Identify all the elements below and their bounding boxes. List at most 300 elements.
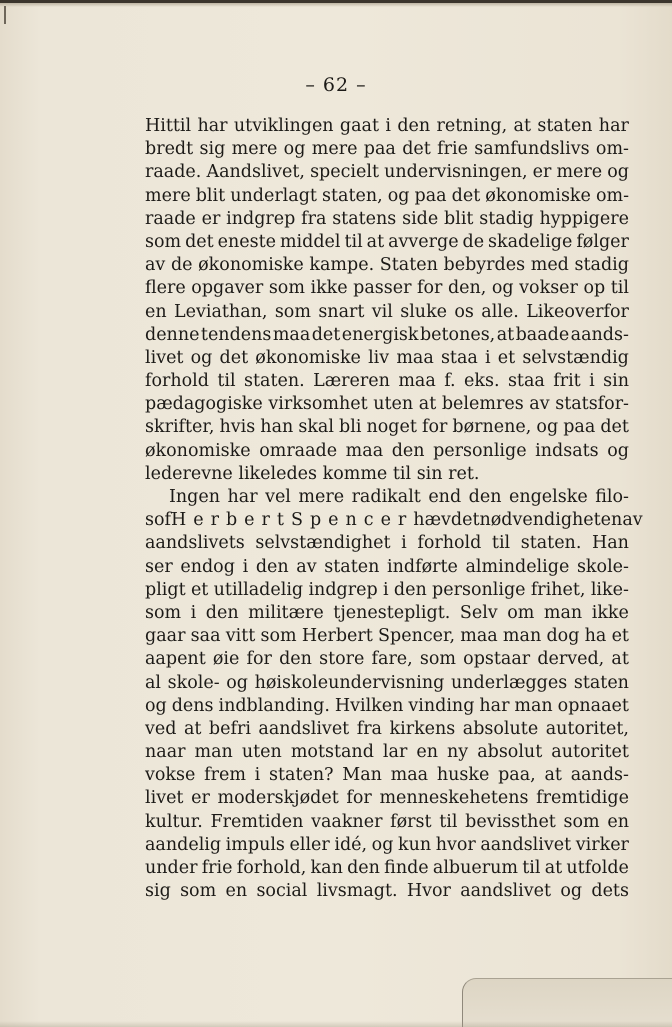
word: idé, <box>334 834 368 855</box>
word: til <box>522 858 541 878</box>
word: bebyrdes <box>443 255 526 276</box>
word: et <box>190 579 209 600</box>
word: som <box>180 881 217 902</box>
word: har <box>598 116 629 136</box>
word: høiskoleundervisning <box>254 672 445 693</box>
word: kan <box>310 858 343 878</box>
text-line <box>145 185 629 208</box>
word: økonomiske <box>198 255 304 276</box>
word: at <box>496 324 515 345</box>
word: utviklingen <box>233 116 334 136</box>
word: dets <box>591 881 629 902</box>
word: en <box>225 881 248 902</box>
word: underlagt <box>230 185 317 206</box>
text-line <box>145 486 629 509</box>
word: av <box>145 255 166 276</box>
word: som <box>419 649 457 670</box>
word: en <box>145 301 167 322</box>
text-line <box>145 324 629 347</box>
word: staten <box>537 116 593 136</box>
word: Herbert <box>171 510 291 531</box>
word: for <box>246 649 272 670</box>
word: staten <box>324 556 380 577</box>
word: om- <box>595 185 629 206</box>
word: sig <box>199 139 226 160</box>
word: for <box>417 278 443 299</box>
word: eks. <box>464 371 500 392</box>
word: forhold <box>145 371 209 392</box>
word: forhold <box>417 533 482 554</box>
text-line <box>145 672 629 695</box>
word: ha <box>584 626 607 647</box>
word: det <box>600 417 629 438</box>
word: social <box>256 881 308 902</box>
text-line <box>145 370 629 393</box>
word: man <box>514 695 553 716</box>
word: alle. <box>481 301 519 322</box>
word: impuls <box>225 834 285 855</box>
word: ser <box>145 556 173 577</box>
text-line <box>145 393 629 416</box>
word: under <box>145 858 198 878</box>
word: maa <box>396 347 434 368</box>
word: som <box>145 231 182 252</box>
word: raade. <box>145 162 202 183</box>
word: bredt <box>145 139 194 160</box>
word: undervisningen, <box>384 162 528 183</box>
text-line <box>145 277 629 300</box>
word: maa <box>460 626 498 647</box>
word: om <box>507 602 535 623</box>
word: vaakner <box>311 811 383 832</box>
word: Man <box>342 765 382 786</box>
word: sluke <box>400 301 448 322</box>
word: har <box>479 695 510 716</box>
word: fra <box>356 718 382 739</box>
word: noget <box>366 417 417 438</box>
word: i <box>401 533 407 554</box>
text-line <box>145 138 629 161</box>
word: en <box>607 811 629 832</box>
word: selvstændighet <box>255 533 391 554</box>
word: energisk <box>341 324 419 345</box>
word: dog <box>546 626 580 647</box>
text-line <box>145 301 629 324</box>
word: og <box>283 139 306 160</box>
word: filo- <box>595 487 629 507</box>
word: finde <box>384 858 429 878</box>
text-line <box>145 718 629 741</box>
word: Han <box>591 533 629 554</box>
word: økonomiske <box>255 347 361 368</box>
word: livet <box>145 347 184 368</box>
word: og <box>607 440 629 461</box>
word: aands- <box>570 324 629 345</box>
word: mere <box>231 139 278 160</box>
word: maa <box>345 440 384 461</box>
word: saa <box>190 626 221 647</box>
page-top-shadow <box>0 3 672 7</box>
word: like- <box>590 579 629 600</box>
word: store <box>319 649 365 670</box>
word: frit <box>553 371 581 392</box>
word: staten? <box>269 765 334 786</box>
word: Fremtiden <box>210 811 304 832</box>
word: børnene, <box>452 417 532 438</box>
word: komme <box>322 463 388 484</box>
word: utfolde <box>566 858 629 878</box>
word: i <box>190 602 197 623</box>
word: det <box>451 185 481 206</box>
text-line <box>145 602 629 625</box>
word: eneste <box>217 231 276 252</box>
page-number: – 62 – <box>305 74 367 96</box>
word: er <box>201 208 221 229</box>
library-label-patch <box>462 978 672 1027</box>
word: livsmagt. <box>316 881 398 902</box>
word: til <box>439 811 458 832</box>
page-margin-mark <box>4 6 6 24</box>
word: Leviathan, <box>174 301 268 322</box>
word: personlige <box>432 579 526 600</box>
word: frie <box>201 858 233 878</box>
word: uten <box>373 394 414 415</box>
word: indførte <box>387 556 458 577</box>
word: fare, <box>371 649 413 670</box>
word: med <box>530 255 569 276</box>
word: til <box>392 463 412 484</box>
word: naar <box>145 742 186 763</box>
word: uten <box>241 742 282 763</box>
word: nødvendigheten <box>479 510 623 531</box>
word: og <box>387 185 410 206</box>
text-line <box>145 231 629 254</box>
word: personlige <box>433 440 527 461</box>
word: av <box>622 510 643 531</box>
word: at <box>418 394 437 415</box>
word: statens <box>332 208 397 229</box>
word: og <box>371 834 394 855</box>
word: Spencer <box>290 510 414 531</box>
word: kirkens <box>389 718 456 739</box>
word: i <box>254 765 261 786</box>
word: motstand <box>290 742 374 763</box>
word: til <box>344 231 363 252</box>
word: hvis <box>219 417 256 438</box>
word: de <box>170 255 193 276</box>
word: f. <box>444 371 456 392</box>
word: paa <box>563 417 596 438</box>
word: man <box>502 626 542 647</box>
word: lar <box>382 742 408 763</box>
word: for <box>421 417 448 438</box>
word: indsats <box>535 440 599 461</box>
word: at <box>513 116 531 136</box>
text-line <box>145 463 629 486</box>
word: tjenestepligt. <box>333 602 451 623</box>
text-line <box>145 416 629 439</box>
word: har <box>227 487 258 507</box>
word: albuerum <box>432 858 518 878</box>
word: liv <box>368 347 390 368</box>
word: av <box>296 556 317 577</box>
word: staa <box>440 347 478 368</box>
word: pædagogiske <box>145 394 263 415</box>
word: følger <box>576 231 629 252</box>
word: som <box>260 626 297 647</box>
word: økonomiske <box>485 185 591 206</box>
word: os <box>454 301 474 322</box>
word: moderskjødet <box>217 788 339 809</box>
word: et <box>497 347 516 368</box>
word: staten. <box>244 371 305 392</box>
word: økonomiske <box>145 440 251 461</box>
word: til <box>217 371 236 392</box>
word: Aandslivet, <box>206 162 305 183</box>
word: derved, <box>537 649 605 670</box>
word: Selv <box>459 602 498 623</box>
word: opgaver <box>191 278 264 299</box>
word: autoritet, <box>545 718 629 739</box>
word: at <box>183 718 202 739</box>
word: i <box>589 371 595 392</box>
text-line <box>145 880 629 903</box>
word: fremtidige <box>536 788 629 809</box>
word: aandslivet <box>258 718 350 739</box>
word: mere <box>556 162 603 183</box>
word: og <box>536 417 559 438</box>
word: almindelige <box>465 556 570 577</box>
word: betones, <box>419 324 496 345</box>
word: eller <box>289 834 330 855</box>
word: flere <box>145 278 186 299</box>
word: vokser <box>519 278 578 299</box>
word: virksomhet <box>268 394 368 415</box>
text-line <box>145 834 629 857</box>
text-line <box>145 509 643 532</box>
word: aandelig <box>145 834 222 855</box>
word: end <box>428 487 462 507</box>
word: og <box>560 881 583 902</box>
word: Ingen <box>169 487 221 507</box>
word: de <box>462 231 485 252</box>
body-text <box>145 115 643 903</box>
word: samfundslivs <box>474 139 590 160</box>
word: kultur. <box>145 811 203 832</box>
word: Læreren <box>313 371 390 392</box>
word: specielt <box>310 162 380 183</box>
word: passer <box>353 278 412 299</box>
word: maa <box>398 371 436 392</box>
word: huske <box>436 765 490 786</box>
word: belemres <box>441 394 524 415</box>
word: har <box>197 116 228 136</box>
text-line <box>145 857 629 880</box>
word: ikke <box>591 602 629 623</box>
word: endog <box>180 556 235 577</box>
word: den <box>391 440 425 461</box>
word: skadelige <box>488 231 573 252</box>
word: mere <box>311 139 358 160</box>
word: Hittil <box>145 116 192 136</box>
word: aapent <box>145 649 206 670</box>
word: underlægges <box>450 672 568 693</box>
word: ret. <box>448 463 480 484</box>
word: pligt <box>145 579 186 600</box>
word: frihet, <box>530 579 586 600</box>
word: at <box>611 649 629 670</box>
text-line <box>145 764 629 787</box>
word: selvstændig <box>522 347 629 368</box>
word: ved <box>145 718 177 739</box>
word: absolute <box>462 718 539 739</box>
word: den, <box>447 278 487 299</box>
text-line <box>145 208 629 231</box>
word: skrifter, <box>145 417 215 438</box>
word: det <box>402 139 431 160</box>
word: maa <box>390 765 429 786</box>
word: virker <box>575 834 629 855</box>
word: engelske <box>508 487 588 507</box>
word: indgrep <box>308 579 378 600</box>
word: at <box>366 231 385 252</box>
word: sin <box>603 371 629 392</box>
word: han <box>260 417 294 438</box>
word: den <box>279 649 312 670</box>
word: ny <box>447 742 469 763</box>
text-line <box>145 254 629 277</box>
word: den <box>393 579 427 600</box>
word: fra <box>301 208 327 229</box>
word: i <box>385 116 391 136</box>
word: kun <box>397 834 432 855</box>
word: snart <box>318 301 365 322</box>
text-line <box>145 741 629 764</box>
word: maa <box>272 324 311 345</box>
word: avverge <box>388 231 459 252</box>
word: som <box>274 301 311 322</box>
word: aandslivets <box>145 533 245 554</box>
word: Likeoverfor <box>526 301 629 322</box>
word: og <box>190 347 213 368</box>
word: kampe. <box>309 255 375 276</box>
word: for <box>346 788 372 809</box>
word: paa <box>414 185 447 206</box>
text-line <box>145 115 629 138</box>
word: skal <box>298 417 334 438</box>
word: sin <box>416 463 443 484</box>
word: frem <box>204 765 246 786</box>
word: opnaaet <box>557 695 629 716</box>
word: Spencer, <box>378 626 456 647</box>
page-bottom-shadow <box>0 1021 672 1027</box>
word: den <box>205 602 239 623</box>
word: som <box>145 602 182 623</box>
text-line <box>145 556 629 579</box>
word: mere <box>298 487 345 507</box>
text-line <box>145 695 629 718</box>
word: det <box>185 231 214 252</box>
word: av <box>529 394 550 415</box>
word: øie <box>212 649 240 670</box>
word: forhold, <box>236 858 307 878</box>
word: en <box>416 742 438 763</box>
word: omraade <box>259 440 338 461</box>
word: den <box>468 487 502 507</box>
word: blit <box>195 185 226 206</box>
word: Hvilken <box>334 695 404 716</box>
word: at <box>544 765 562 786</box>
word: bevissthet <box>465 811 556 832</box>
word: Herbert <box>301 626 373 647</box>
word: indgrep <box>226 208 296 229</box>
word: som <box>268 278 305 299</box>
word: er <box>191 788 210 809</box>
text-line <box>145 648 629 671</box>
word: retning, <box>436 116 508 136</box>
word: utilladelig <box>213 579 304 600</box>
word: skole- <box>576 556 629 577</box>
word: Hvor <box>406 881 451 902</box>
text-line <box>145 811 629 834</box>
word: bli <box>339 417 362 438</box>
word: paa <box>363 139 396 160</box>
word: det <box>219 347 249 368</box>
word: aandslivet <box>460 881 552 902</box>
word: til <box>491 533 511 554</box>
word: man <box>543 602 583 623</box>
word: og <box>491 278 514 299</box>
text-line <box>145 347 629 370</box>
word: og <box>607 162 629 183</box>
text-line <box>145 161 629 184</box>
word: om- <box>595 139 629 160</box>
word: statsfor- <box>555 394 629 415</box>
word: side <box>402 208 439 229</box>
text-line <box>145 440 629 463</box>
word: vel <box>265 487 291 507</box>
word: raade <box>145 208 196 229</box>
word: man <box>194 742 233 763</box>
word: den <box>397 116 431 136</box>
word: til <box>610 278 629 299</box>
word: først <box>390 811 432 832</box>
word: vokse <box>145 765 196 786</box>
word: vinding <box>408 695 475 716</box>
word: som <box>563 811 600 832</box>
word: denne <box>145 324 200 345</box>
word: stadig <box>574 255 629 276</box>
word: Staten <box>379 255 438 276</box>
word: i <box>242 556 249 577</box>
word: hævdet <box>413 510 480 531</box>
word: al <box>145 672 162 693</box>
word: radikalt <box>351 487 421 507</box>
word: staa <box>507 371 545 392</box>
word: gaat <box>339 116 380 136</box>
word: absolut <box>477 742 543 763</box>
word: likeledes <box>238 463 317 484</box>
word: er <box>532 162 552 183</box>
word: sof <box>145 510 171 531</box>
word: ikke <box>310 278 348 299</box>
word: menneskehetens <box>379 788 529 809</box>
word: gaar <box>145 626 186 647</box>
word: i <box>382 579 389 600</box>
word: at <box>544 858 563 878</box>
word: sig <box>145 881 171 902</box>
word: i <box>485 347 491 368</box>
